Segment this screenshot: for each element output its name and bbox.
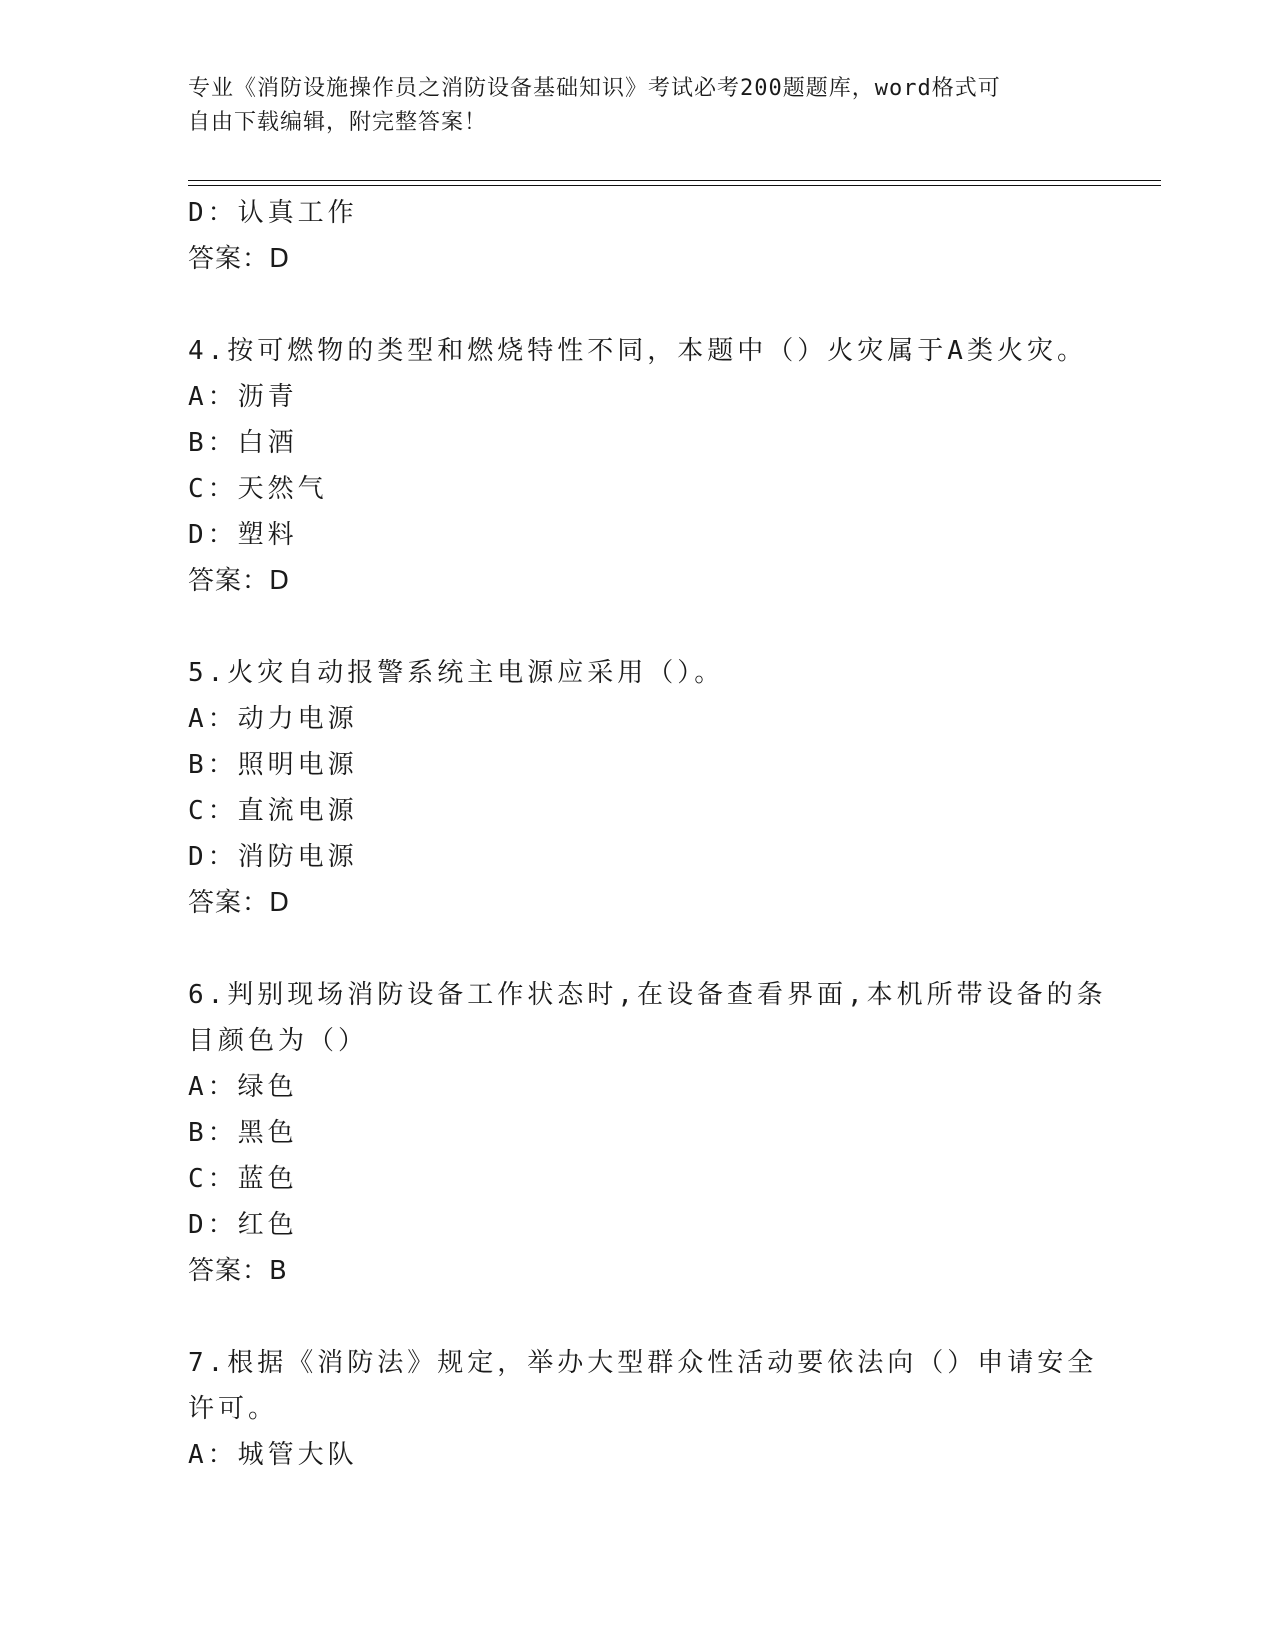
option-a: A：城管大队: [188, 1440, 358, 1470]
document-header: [188, 72, 1088, 140]
option-c: C：直流电源: [188, 796, 358, 826]
header-divider-top: [188, 180, 1161, 181]
spacer: [188, 1294, 1088, 1340]
question-4: [188, 328, 1088, 604]
option-b: B：黑色: [188, 1118, 298, 1148]
option-c: C：天然气: [188, 474, 328, 504]
question-text: 5.火灾自动报警系统主电源应采用（）。: [188, 658, 725, 688]
option-a: A：沥青: [188, 382, 298, 412]
answer: 答案：D: [188, 244, 291, 274]
option-b: B：照明电源: [188, 750, 358, 780]
answer: 答案：D: [188, 566, 291, 596]
header-line-2: 自由下载编辑，附完整答案！: [188, 110, 488, 135]
option-d: D：消防电源: [188, 842, 358, 872]
option-d: D：认真工作: [188, 198, 358, 228]
question-text-line-2: 许可。: [188, 1394, 279, 1424]
question-text-line-2: 目颜色为（）: [188, 1026, 369, 1056]
option-c: C：蓝色: [188, 1164, 298, 1194]
question-list: [188, 190, 1107, 1478]
question-6: [188, 972, 1107, 1294]
option-b: B：白酒: [188, 428, 298, 458]
spacer: [188, 604, 1088, 650]
header-divider-bottom: [188, 185, 1161, 186]
option-a: A：动力电源: [188, 704, 358, 734]
question-3-tail: [188, 190, 1088, 282]
option-d: D：塑料: [188, 520, 298, 550]
option-d: D：红色: [188, 1210, 298, 1240]
answer: 答案：B: [188, 1256, 288, 1286]
question-text-line-1: 7.根据《消防法》规定，举办大型群众性活动要依法向（）申请安全: [188, 1348, 1098, 1378]
question-7: [188, 1340, 1098, 1478]
header-line-1: 专业《消防设施操作员之消防设备基础知识》考试必考200题题库，word格式可: [188, 76, 1001, 101]
question-5: [188, 650, 1088, 926]
option-a: A：绿色: [188, 1072, 298, 1102]
spacer: [188, 926, 1088, 972]
question-text: 4.按可燃物的类型和燃烧特性不同，本题中（）火灾属于A类火灾。: [188, 336, 1087, 366]
question-text-line-1: 6.判别现场消防设备工作状态时,在设备查看界面,本机所带设备的条: [188, 980, 1107, 1010]
answer: 答案：D: [188, 888, 291, 918]
spacer: [188, 282, 1088, 328]
